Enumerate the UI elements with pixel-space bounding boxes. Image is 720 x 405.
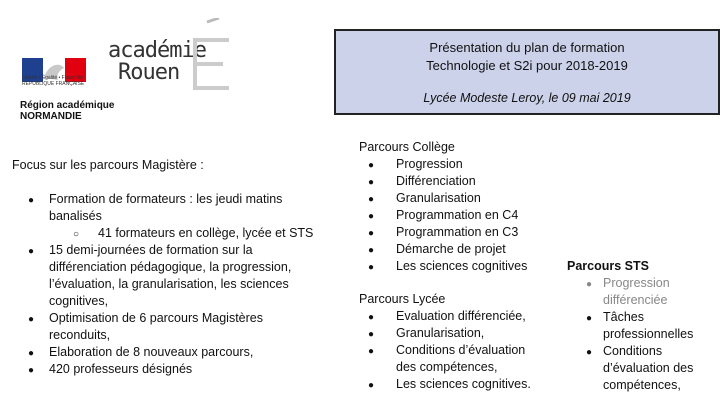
sts-item-3-line-1: Conditions (603, 344, 663, 358)
focus-item-3-line-4: cognitives, (49, 294, 109, 308)
focus-heading: Focus sur les parcours Magistère : (12, 158, 204, 172)
focus-item-3-line-1: 15 demi-journées de formation sur la (49, 243, 253, 257)
college-item: Les sciences cognitives (396, 259, 528, 273)
bullet-icon: ● (368, 329, 375, 340)
lycee-item-line-1: Conditions d’évaluation (396, 343, 526, 357)
sts-item-3-line-2: d’évaluation des (603, 361, 694, 375)
bullet-icon: ● (368, 380, 375, 391)
sub-bullet-icon: ○ (73, 229, 80, 240)
sts-heading: Parcours STS (567, 259, 649, 273)
bullet-icon: ● (368, 194, 375, 205)
bullet-icon: ● (368, 177, 375, 188)
bullet-icon: ● (368, 312, 375, 323)
sts-item-1-line-2: différenciée (603, 293, 668, 307)
republique-francaise-text: Liberté • Égalité • Fraternité RÉPUBLIQUE FRANÇAISE (22, 75, 85, 87)
lycee-item-line-2: des compétences, (396, 360, 498, 374)
bullet-icon: ● (368, 262, 375, 273)
focus-item-6: 420 professeurs désignés (49, 362, 193, 376)
bullet-icon: ● (368, 211, 375, 222)
title-line-2: Technologie et S2i pour 2018-2019 (426, 58, 628, 73)
sts-item-1-line-1: Progression (603, 276, 670, 290)
college-item: Progression (396, 157, 463, 171)
sts-item-2-line-1: Tâches (603, 310, 644, 324)
focus-item-3-line-2: différenciation pédagogique, la progression, (49, 260, 292, 274)
sts-item-3-line-3: compétences, (603, 378, 681, 392)
focus-item-3-line-3: l’évaluation, la granularisation, les sciences (49, 277, 289, 291)
bullet-icon: ● (368, 228, 375, 239)
bullet-icon: ● (368, 160, 375, 171)
bullet-icon: ● (368, 245, 375, 256)
bullet-icon: ● (368, 346, 375, 357)
college-item: Programmation en C4 (396, 208, 519, 222)
focus-item-4-line-2: reconduits, (49, 328, 111, 342)
bullet-icon: ● (28, 365, 35, 376)
college-item: Démarche de projet (396, 242, 506, 256)
focus-item-1-line-2: banalisés (49, 209, 102, 223)
college-item: Programmation en C3 (396, 225, 519, 239)
lycee-heading: Parcours Lycée (359, 292, 446, 306)
academie-e-emblem-icon (185, 18, 237, 96)
bullet-icon: ● (28, 314, 35, 325)
academie-rouen-logo: académie Rouen (108, 38, 206, 85)
lycee-item: Evaluation différenciée, (396, 309, 526, 323)
title-line-1: Présentation du plan de formation (429, 40, 625, 55)
college-heading: Parcours Collège (359, 140, 455, 154)
bullet-icon: ● (586, 279, 593, 290)
bullet-icon: ● (586, 313, 593, 324)
focus-item-1-line-1: Formation de formateurs : les jeudi matins (49, 192, 283, 206)
college-item: Différenciation (396, 174, 476, 188)
bullet-icon: ● (28, 246, 35, 257)
region-academique-label: Région académique NORMANDIE (20, 100, 115, 122)
college-item: Granularisation (396, 191, 481, 205)
bullet-icon: ● (28, 195, 35, 206)
title-line-3: Lycée Modeste Leroy, le 09 mai 2019 (423, 91, 631, 105)
bullet-icon: ● (586, 347, 593, 358)
lycee-item: Les sciences cognitives. (396, 377, 531, 391)
bullet-icon: ● (28, 348, 35, 359)
sts-item-2-line-2: professionnelles (603, 327, 694, 341)
focus-item-4-line-1: Optimisation de 6 parcours Magistères (49, 311, 263, 325)
focus-item-5: Elaboration de 8 nouveaux parcours, (49, 345, 254, 359)
focus-item-2: 41 formateurs en collège, lycée et STS (98, 226, 314, 240)
lycee-item: Granularisation, (396, 326, 485, 340)
